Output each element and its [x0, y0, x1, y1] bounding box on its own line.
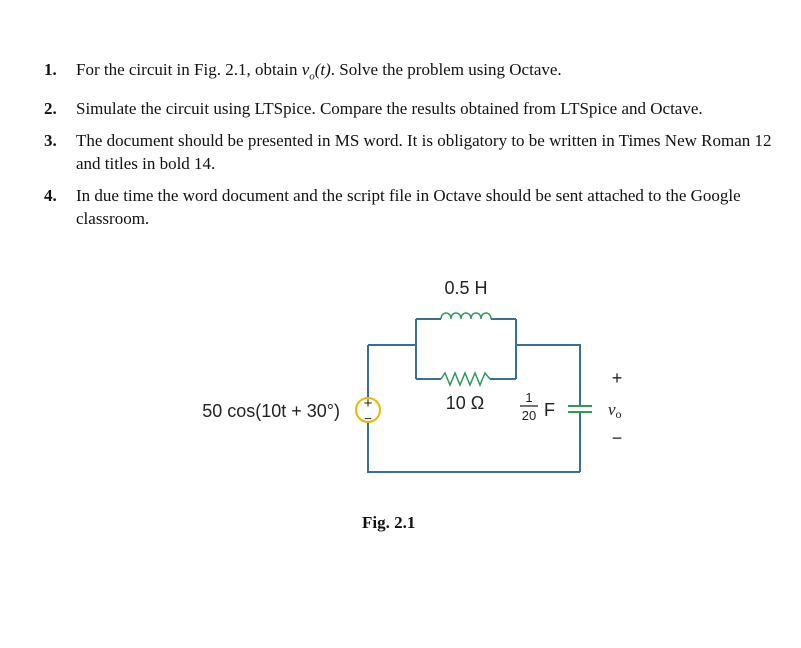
- inductor-label: 0.5 H: [444, 278, 488, 298]
- output-minus-sign: −: [611, 428, 623, 448]
- source-minus-sign: −: [364, 411, 372, 426]
- task-number: 1.: [44, 60, 57, 79]
- inductor-symbol: [441, 313, 491, 319]
- output-voltage-label: [608, 400, 622, 421]
- vo-arg: (t): [314, 60, 331, 79]
- vo-sub: o: [309, 70, 315, 83]
- task-text: The document should be presented in MS word. It is obligatory to be written in Times New Roman 12 and titles in bold 14.: [76, 131, 772, 174]
- capacitor-numerator: 1: [525, 390, 533, 405]
- figure-caption: Fig. 2.1: [362, 513, 416, 532]
- capacitor-symbol: [568, 406, 592, 412]
- task-text-before: For the circuit in Fig. 2.1, obtain: [76, 60, 302, 79]
- task-number: 3.: [44, 131, 57, 151]
- task-text: In due time the word document and the script file in Octave should be sent attached to the Google classroom.: [76, 186, 741, 229]
- output-var: v: [608, 400, 616, 419]
- output-sub: o: [615, 407, 622, 421]
- task-text: Simulate the circuit using LTSpice. Compare the results obtained from LTSpice and Octave.: [76, 99, 703, 119]
- resistor-label: 10 Ω: [445, 393, 485, 413]
- task-text-after: . Solve the problem using Octave.: [330, 60, 562, 79]
- resistor-symbol: [441, 373, 490, 385]
- source-label: 50 cos(10t + 30°): [202, 401, 340, 421]
- capacitor-denominator: 20: [521, 408, 537, 423]
- output-plus-sign: +: [611, 368, 623, 388]
- capacitor-unit: F: [544, 400, 555, 420]
- source-plus-sign: +: [363, 395, 373, 412]
- task-number: 2.: [44, 99, 57, 119]
- task-number: 4.: [44, 186, 57, 206]
- vo-var: v: [301, 60, 310, 79]
- wire-bottom: [368, 422, 580, 472]
